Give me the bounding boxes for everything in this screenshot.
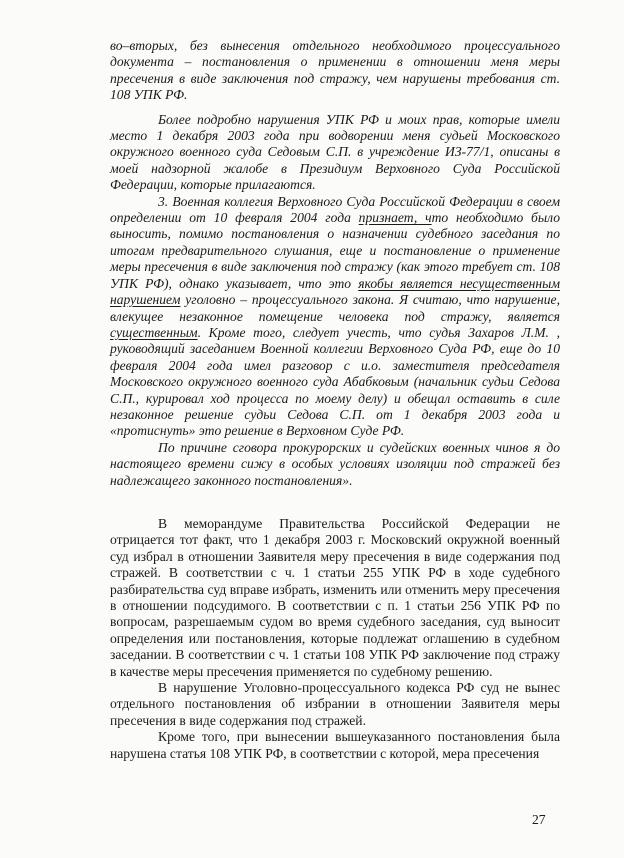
italic-paragraph-1: во–вторых, без вынесения отдельного необходимого процессуального документа – постановления о применении в отношении меня меры пресечения в виде заключения под стражу, чем нарушены требования ст. 108 УПК РФ. xyxy=(110,38,560,103)
regular-paragraph-3: Кроме того, при вынесении вышеуказанного постановления была нарушена статья 108 УПК РФ, в соответствии с которой, мера пресечения xyxy=(110,729,560,761)
italic-paragraph-3-part1: 3. Военная коллегия Верховного Суда Российской Федерации в своем определении от 10 февраля 2004 года xyxy=(110,193,560,226)
page-number: 27 xyxy=(532,812,546,827)
document-body xyxy=(110,38,560,762)
underlined-phrase-admits: признает, ч xyxy=(358,210,432,226)
underlined-phrase-significant: существенным xyxy=(110,324,198,340)
italic-paragraph-3-part3: уголовно – процессуального закона. Я считаю, что нарушение, влекущее незаконное помещение человека под стражу, является xyxy=(110,292,560,324)
italic-paragraph-3 xyxy=(110,194,560,440)
regular-paragraph-2: В нарушение Уголовно-процессуального кодекса РФ суд не вынес отдельного постановления об избрании в отношении Заявителя меры пресечения в виде содержания под стражей. xyxy=(110,680,560,728)
italic-paragraph-3-part4: . Кроме того, следует учесть, что судья Захаров Л.М. , руководящий заседанием Военной коллегии Верховного Суда РФ, еще до 10 февраля 2004 года имел разговор с и.о. заместителя председателя Московского окружного военного суда Абабковым (начальник судьи Седова С.П., курировал ход процесса по моему делу) и обещал оставить в силе незаконное решение судьи Седова С.П. от 1 декабря 2003 года и «протиснуть» это решение в Верховном Суде РФ. xyxy=(110,324,560,439)
italic-paragraph-3-part2: то необходимо было выносить, помимо постановления о назначении судебного заседания по итогам предварительного слушания, еще и постановление о применение меры пресечения в виде заключения под стражу (как этого требует ст. 108 УПК РФ), однако указывает, что это xyxy=(110,210,560,291)
italic-paragraph-2: Более подробно нарушения УПК РФ и моих прав, которые имели место 1 декабря 2003 года при водворении меня судьей Московского окружного военного суда Седовым С.П. в учреждение ИЗ-77/1, описаны в моей надзорной жалобе в Президиум Верховного Суда Российской Федерации, которые прилагаются. xyxy=(110,111,560,193)
regular-paragraph-1: В меморандуме Правительства Российской Федерации не отрицается тот факт, что 1 декабря 2003 г. Московский окружной военный суд избрал в отношении Заявителя меру пресечения в виде содержания под стражей. В соответствии с ч. 1 статьи 255 УПК РФ в ходе судебного разбирательства суд вправе избрать, изменить или отменить меру пресечения в отношении подсудимого. В соответствии с п. 1 статьи 256 УПК РФ по вопросам, разрешаемым судом во время судебного заседания, суд выносит определения или постановления, которые подлежат оглашению в судебном заседании. В соответствии с ч. 1 статьи 108 УПК РФ заключение под стражу в качестве меры пресечения применяется по судебному решению. xyxy=(110,515,560,679)
section-spacer xyxy=(110,489,560,516)
italic-paragraph-4: По причине сговора прокурорских и судейских военных чинов я до настоящего времени сижу в особых условиях изоляции под стражей без надлежащего законного постановления». xyxy=(110,439,560,488)
underlined-phrase-insignificant: якобы является несущественным нарушением xyxy=(110,275,560,308)
